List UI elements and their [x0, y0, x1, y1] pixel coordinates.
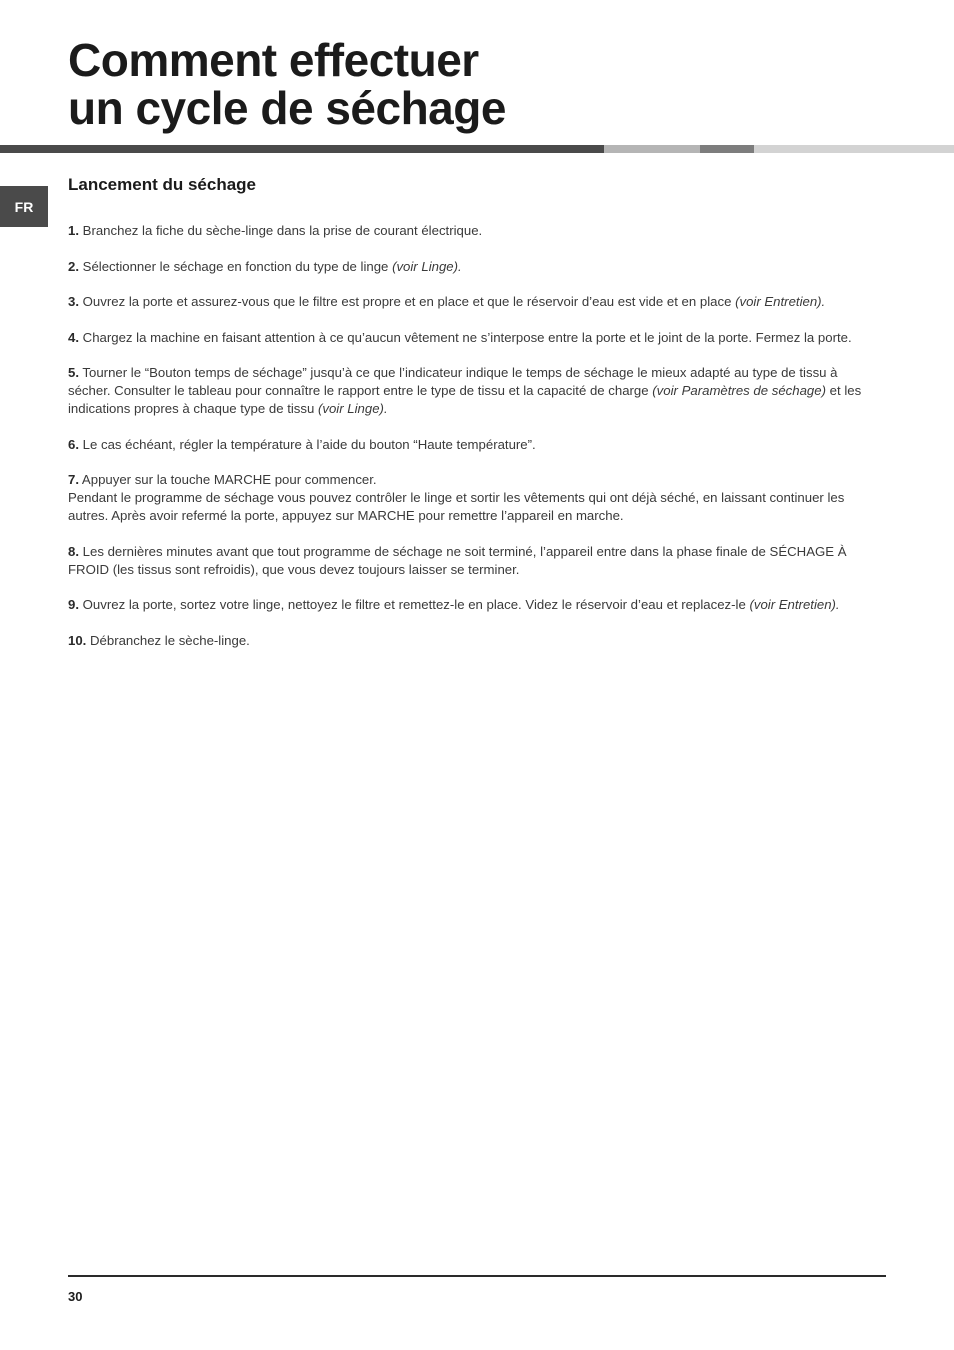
- step-1: [68, 222, 883, 240]
- page-title-line-2: un cycle de séchage: [68, 82, 506, 134]
- step-text-continued: Pendant le programme de séchage vous pouvez contrôler le linge et sortir les vêtements qui ont déjà séché, en laissant continuer les autres. Après avoir refermé la porte, appuyez sur MARCHE pour remettre l’appareil en marche.: [68, 490, 845, 523]
- step-text: Ouvrez la porte et assurez-vous que le filtre est propre et en place et que le réservoir d’eau est vide et en place: [79, 294, 736, 309]
- step-4: [68, 329, 883, 347]
- step-2: [68, 258, 883, 276]
- step-8: [68, 543, 883, 579]
- step-text: Le cas échéant, régler la température à l’aide du bouton “Haute température”.: [79, 436, 536, 452]
- step-3: [68, 293, 883, 311]
- step-text: Tourner le “Bouton temps de séchage” jusqu’à ce que l’indicateur indique le temps de séchage le mieux adapté au type de tissu à sécher. Consulter le tableau pour connaître le rapport entre le type de tissu et la capacité de charge: [68, 365, 838, 398]
- step-number: 1.: [68, 223, 79, 238]
- header-rule-light: [604, 145, 700, 153]
- page-number: 30: [68, 1289, 83, 1304]
- step-text: Débranchez le sèche-linge.: [86, 632, 250, 648]
- step-6: [68, 436, 883, 454]
- step-5: [68, 364, 883, 418]
- language-tab: FR: [0, 186, 48, 227]
- step-reference: (voir Entretien).: [749, 597, 840, 612]
- step-number: 4.: [68, 329, 79, 345]
- step-text: Ouvrez la porte, sortez votre linge, nettoyez le filtre et remettez-le en place. Videz le réservoir d’eau et replacez-le: [79, 597, 750, 612]
- step-number: 5.: [68, 365, 79, 380]
- section-title: Lancement du séchage: [68, 175, 257, 194]
- step-7: [68, 471, 883, 525]
- step-text: Les dernières minutes avant que tout programme de séchage ne soit terminé, l’appareil entre dans la phase finale de SÉCHAGE À FROID (les tissus sont refroidis), que vous devez toujours laisser se terminer.: [68, 543, 847, 577]
- step-number: 6.: [68, 436, 79, 452]
- step-reference: (voir Linge).: [392, 258, 462, 274]
- step-number: 9.: [68, 597, 79, 612]
- step-9: [68, 596, 883, 614]
- step-number: 10.: [68, 632, 87, 648]
- step-text-continued: et les indications propres à chaque type de tissu: [68, 383, 862, 416]
- steps-list: [68, 222, 883, 667]
- step-text: Branchez la fiche du sèche-linge dans la prise de courant électrique.: [79, 223, 483, 238]
- footer-rule: [68, 1275, 886, 1277]
- page-title-line-1: Comment effectuer: [68, 34, 479, 86]
- step-reference: (voir Paramètres de séchage): [652, 383, 826, 398]
- step-number: 3.: [68, 294, 79, 309]
- step-text: Appuyer sur la touche MARCHE pour commencer.: [79, 472, 377, 487]
- header-rule-dark: [0, 145, 604, 153]
- step-text: Chargez la machine en faisant attention à ce qu’aucun vêtement ne s’interpose entre la porte et le joint de la porte. Fermez la porte.: [79, 329, 852, 345]
- step-10: [68, 632, 883, 650]
- step-number: 2.: [68, 258, 79, 274]
- header-rule-pale: [754, 145, 954, 153]
- header-rule-mid: [700, 145, 754, 153]
- step-text: Sélectionner le séchage en fonction du type de linge: [79, 258, 393, 274]
- step-reference-2: (voir Linge).: [317, 401, 388, 416]
- step-number: 7.: [68, 472, 79, 487]
- step-number: 8.: [68, 543, 79, 559]
- page-title: [68, 36, 506, 132]
- step-reference: (voir Entretien).: [735, 294, 826, 309]
